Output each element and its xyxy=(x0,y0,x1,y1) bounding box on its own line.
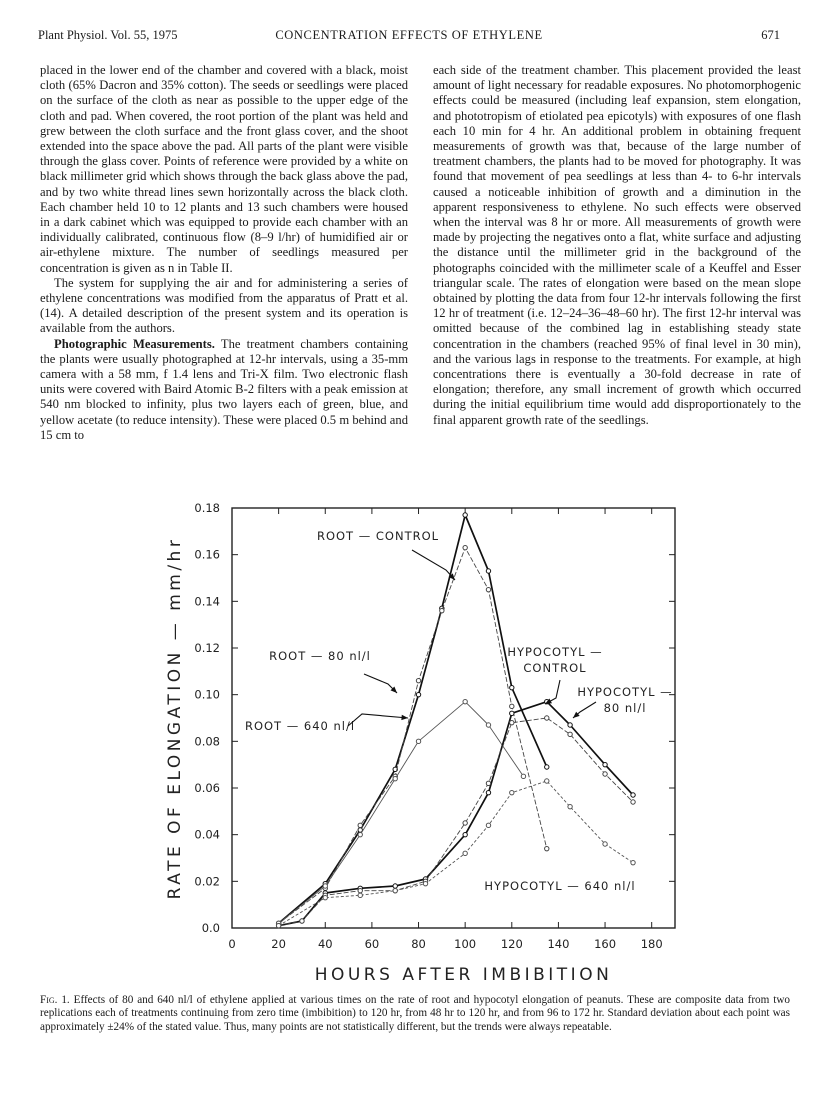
x-tick-label: 100 xyxy=(454,937,477,951)
data-point xyxy=(631,860,635,864)
data-point xyxy=(463,832,467,836)
x-axis-label: HOURS AFTER IMBIBITION xyxy=(314,965,613,985)
annotation-line: HYPOCOTYL — xyxy=(507,645,603,659)
left-column xyxy=(40,63,408,443)
running-header xyxy=(38,28,780,48)
section-heading: Photographic Measurements. xyxy=(54,336,215,351)
data-point xyxy=(568,732,572,736)
data-point xyxy=(323,895,327,899)
data-point xyxy=(358,823,362,827)
data-point xyxy=(358,832,362,836)
y-axis-label: RATE OF ELONGATION — mm/hr xyxy=(165,536,185,900)
data-point xyxy=(545,765,549,769)
journal-citation: Plant Physiol. Vol. 55, 1975 xyxy=(38,28,178,42)
annotation-line: HYPOCOTYL — xyxy=(577,685,673,699)
data-point xyxy=(323,884,327,888)
data-point xyxy=(486,823,490,827)
figure-1-line-chart xyxy=(150,488,690,988)
data-point xyxy=(510,720,514,724)
x-tick-label: 80 xyxy=(411,937,426,951)
caption-text: Effects of 80 and 640 nl/l of ethylene applied at various times on the rate of root and hypocotyl elongation of peanuts. These are composite data from two replications each of treatments continuing from zero time (imbibition) to 120 hr, from 48 hr to 120 hr, and from 96 to 172 hr. Standard deviation about each point was approximately ±24% of the stated value. Thus, many points are not statistically different, but the trends were always repeatable. xyxy=(40,994,790,1033)
data-point xyxy=(358,893,362,897)
data-point xyxy=(510,685,514,689)
x-tick-label: 0 xyxy=(228,937,236,951)
series-annotation: HYPOCOTYL — 640 nl/l xyxy=(484,879,636,893)
data-point xyxy=(603,762,607,766)
data-point xyxy=(416,692,420,696)
series-annotation xyxy=(577,685,672,715)
annotation-arrow xyxy=(348,714,408,726)
data-point xyxy=(393,776,397,780)
data-point xyxy=(393,888,397,892)
data-point xyxy=(510,711,514,715)
y-tick-label: 0.12 xyxy=(194,641,220,655)
data-point xyxy=(603,772,607,776)
x-tick-label: 120 xyxy=(500,937,523,951)
series-line-1 xyxy=(279,548,547,924)
data-point xyxy=(463,699,467,703)
data-point xyxy=(568,723,572,727)
x-tick-label: 40 xyxy=(317,937,333,951)
data-point xyxy=(416,739,420,743)
y-tick-label: 0.08 xyxy=(194,734,220,749)
data-point xyxy=(463,821,467,825)
annotation-line: CONTROL xyxy=(523,661,587,675)
data-point xyxy=(300,919,304,923)
data-point xyxy=(463,513,467,517)
page-number: 671 xyxy=(761,28,780,42)
data-point xyxy=(463,851,467,855)
x-tick-label: 140 xyxy=(547,937,570,951)
data-point xyxy=(358,888,362,892)
y-tick-label: 0.04 xyxy=(194,827,220,842)
y-tick-label: 0.06 xyxy=(194,781,220,795)
paragraph-body: The treatment chambers containing the plants were usually photographed at 12-hr intervals, using a 35-mm camera with a 58 mm, f 1.4 lens and Tri-X film. Two electronic flash units were covered with Baird Atomic B-2 filters with a peak emission at 540 nm blocked to infinity, plus two layers each of green, blue, and yellow acetate (to reduce intensity). These were placed 0.5 m behind and 15 cm to xyxy=(40,336,408,442)
data-point xyxy=(545,716,549,720)
data-point xyxy=(631,793,635,797)
data-point xyxy=(463,545,467,549)
series-line-4 xyxy=(279,718,636,926)
series-annotation: ROOT — 640 nl/l xyxy=(244,719,356,733)
right-column xyxy=(433,63,801,428)
data-point xyxy=(521,774,525,778)
y-tick-label: 0.02 xyxy=(194,874,220,889)
data-point xyxy=(423,881,427,885)
x-tick-label: 180 xyxy=(640,937,663,951)
x-tick-label: 160 xyxy=(594,937,617,951)
y-tick-label: 0.16 xyxy=(194,547,220,562)
figure-caption xyxy=(40,994,790,1034)
y-tick-label: 0.18 xyxy=(194,501,220,515)
figure-label: Fig. 1. xyxy=(40,994,70,1006)
x-tick-label: 60 xyxy=(364,937,380,951)
data-point xyxy=(631,800,635,804)
data-point xyxy=(510,704,514,708)
series-annotation xyxy=(507,645,602,675)
data-point xyxy=(486,587,490,591)
data-point xyxy=(276,923,280,927)
data-point xyxy=(486,790,490,794)
y-tick-label: 0.10 xyxy=(194,687,220,702)
data-point xyxy=(603,842,607,846)
data-point xyxy=(545,779,549,783)
series-annotation: ROOT — CONTROL xyxy=(316,529,440,543)
y-tick-label: 0.14 xyxy=(194,594,220,609)
y-tick-label: 0.0 xyxy=(201,921,220,935)
annotation-arrow xyxy=(412,550,455,580)
data-point xyxy=(545,846,549,850)
paragraph: The system for supplying the air and for administering a series of ethylene concentrations was modified from the apparatus of Pratt et al. (14). A detailed description of the present system and its operation is available from the authors. xyxy=(40,275,408,336)
running-title: CONCENTRATION EFFECTS OF ETHYLENE xyxy=(275,28,543,42)
annotation-line: 80 nl/l xyxy=(603,701,647,715)
data-point xyxy=(440,608,444,612)
data-point xyxy=(568,804,572,808)
data-point xyxy=(486,569,490,573)
chart-annotations xyxy=(245,529,673,893)
data-point xyxy=(486,781,490,785)
series-line-5 xyxy=(279,781,636,926)
paragraph: placed in the lower end of the chamber and covered with a black, moist cloth (65% Dacron and 35% cotton). The seeds or seedlings were placed on the surface of the cloth as near as possible to the upper edge of the cloth and pad. When covered, the root portion of the plant was held and grew between the cloth surface and the front glass cover, and the shoot extended into the space above the pad. All parts of the plant were visible through the glass cover. Points of reference were provided by a white on black millimeter grid which shows through the back glass above the pad, and by two white thread lines sewn horizontally across the black cloth. Each chamber held 10 to 12 plants and 13 such chambers were housed in a dark cabinet which was equipped to provide each chamber with an individually calibrated, continuous flow (8–9 l/hr) of humidified air or air-ethylene mixture. The number of seedlings measured per concentration is given as n in Table II. xyxy=(40,63,408,275)
data-point xyxy=(486,723,490,727)
x-tick-label: 20 xyxy=(271,937,286,951)
series-annotation: ROOT — 80 nl/l xyxy=(269,649,371,663)
data-point xyxy=(510,790,514,794)
plot-frame xyxy=(232,508,675,928)
data-point xyxy=(393,884,397,888)
data-point xyxy=(416,678,420,682)
paragraph xyxy=(40,337,408,443)
paragraph: each side of the treatment chamber. This placement provided the least amount of light necessary for readable exposures. No photomorphogenic effects could be measured (including leaf expansion, stem elongation, and phototropism of etiolated pea epicotyls) with exposures of one flash each 10 min for 4 hr. An additional problem in obtaining frequent measurements of growth was that, because of the large number of treatment chambers, the plants had to be moved for photography. It was found that movement of pea seedlings at less than 4- to 6-hr intervals caused a noticeable inhibition of growth and a diminution in the apparent responsiveness to ethylene. No such effects were observed when the interval was 8 hr or more. All measurements of growth were made by projecting the negatives onto a flat, white surface and adjusting the distance until the millimeter grid in the background of the photographs coincided with the millimeter scale of a Keuffel and Esser triangular scale. The rates of elongation were based on the mean slope obtained by plotting the data from four 12-hr intervals following the first 12 hr of treatment (i.e. 12–24–36–48–60 hr). The first 12-hr interval was omitted because of the combined lag in establishing steady state concentration in the chambers (reached 95% of final level in 30 min), and the various lags in response to the treatments. For example, at high concentrations there is eventually a 30-fold decrease in rate of elongation; therefore, any small increment of growth which occurred during the initial equilibrium time would add disproportionately to the final apparent growth rate of the seedlings. xyxy=(433,63,801,427)
